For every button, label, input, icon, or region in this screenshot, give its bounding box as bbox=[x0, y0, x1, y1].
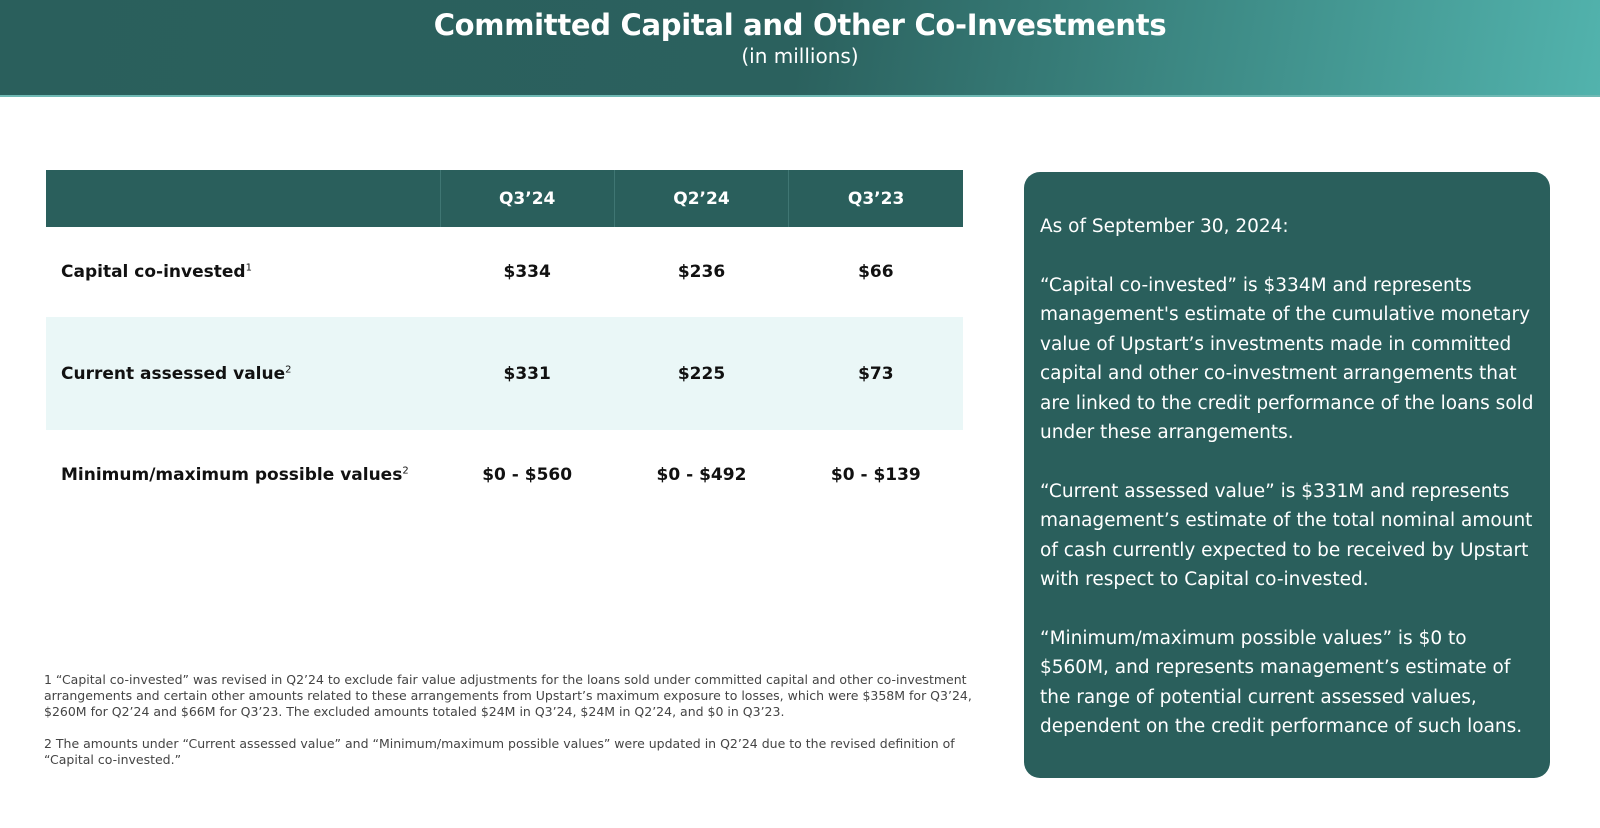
table-row bbox=[46, 317, 963, 430]
cell: $236 bbox=[677, 262, 726, 282]
panel-paragraph: “Capital co-invested” is $334M and represents management's estimate of the cumulative monetary value of Upstart’s investments made in committed capital and other co-investment arrangements that are linked to the credit performance of the loans sold under these arrangements. bbox=[1040, 274, 1534, 443]
table-row bbox=[46, 227, 963, 317]
panel-paragraph: “Minimum/maximum possible values” is $0 to $560M, and represents management’s estimate of the range of potential current assessed values, dependent on the credit performance of such loans. bbox=[1040, 627, 1523, 737]
table-header-row bbox=[46, 170, 963, 227]
header-empty bbox=[46, 170, 440, 227]
cell: $0 - $139 bbox=[830, 465, 921, 485]
row-label: Minimum/maximum possible values$^2$ bbox=[61, 465, 409, 485]
footnote-2: 2 The amounts under “Current assessed value” and “Minimum/maximum possible values” were updated in Q2’24 due to the revised definition of “Capital co-invested.” bbox=[44, 736, 955, 767]
panel-date: As of September 30, 2024: bbox=[1040, 216, 1289, 237]
cell: $66 bbox=[858, 262, 894, 282]
cell: $0 - $492 bbox=[656, 465, 747, 485]
co-investment-table bbox=[46, 170, 963, 520]
cell: $73 bbox=[789, 317, 963, 430]
table-row bbox=[46, 430, 963, 520]
footnote-1: 1 “Capital co-invested” was revised in Q2’24 to exclude fair value adjustments for the loans sold under committed capital and other co-investment arrangements and certain other amounts related to these arrangements from Upstart’s maximum exposure to losses, which were $358M for Q3’24, $260M for Q2’24 and $66M for Q3’23. The excluded amounts totaled $24M in Q3’24, $24M in Q2’24, and $0 in Q3’23. bbox=[44, 672, 972, 719]
cell: $331 bbox=[440, 317, 614, 430]
page-title: Committed Capital and Other Co-Investments bbox=[433, 8, 1167, 42]
column-header: Q2’24 bbox=[614, 170, 788, 227]
panel-paragraph: “Current assessed value” is $331M and represents management’s estimate of the total nominal amount of cash currently expected to be received by Upstart with respect to Capital co-invested. bbox=[1040, 480, 1533, 590]
cell: $225 bbox=[614, 317, 788, 430]
definitions-panel bbox=[1024, 172, 1550, 778]
column-header: Q3’23 bbox=[789, 170, 963, 227]
column-header: Q3’24 bbox=[440, 170, 614, 227]
page-subtitle: (in millions) bbox=[741, 44, 859, 68]
cell: $0 - $560 bbox=[482, 465, 573, 485]
row-label: Current assessed value$^2$ bbox=[46, 317, 440, 430]
row-label: Capital co-invested$^1$ bbox=[61, 262, 252, 282]
header-banner bbox=[0, 0, 1600, 97]
cell: $334 bbox=[503, 262, 551, 282]
footnotes bbox=[44, 672, 974, 784]
